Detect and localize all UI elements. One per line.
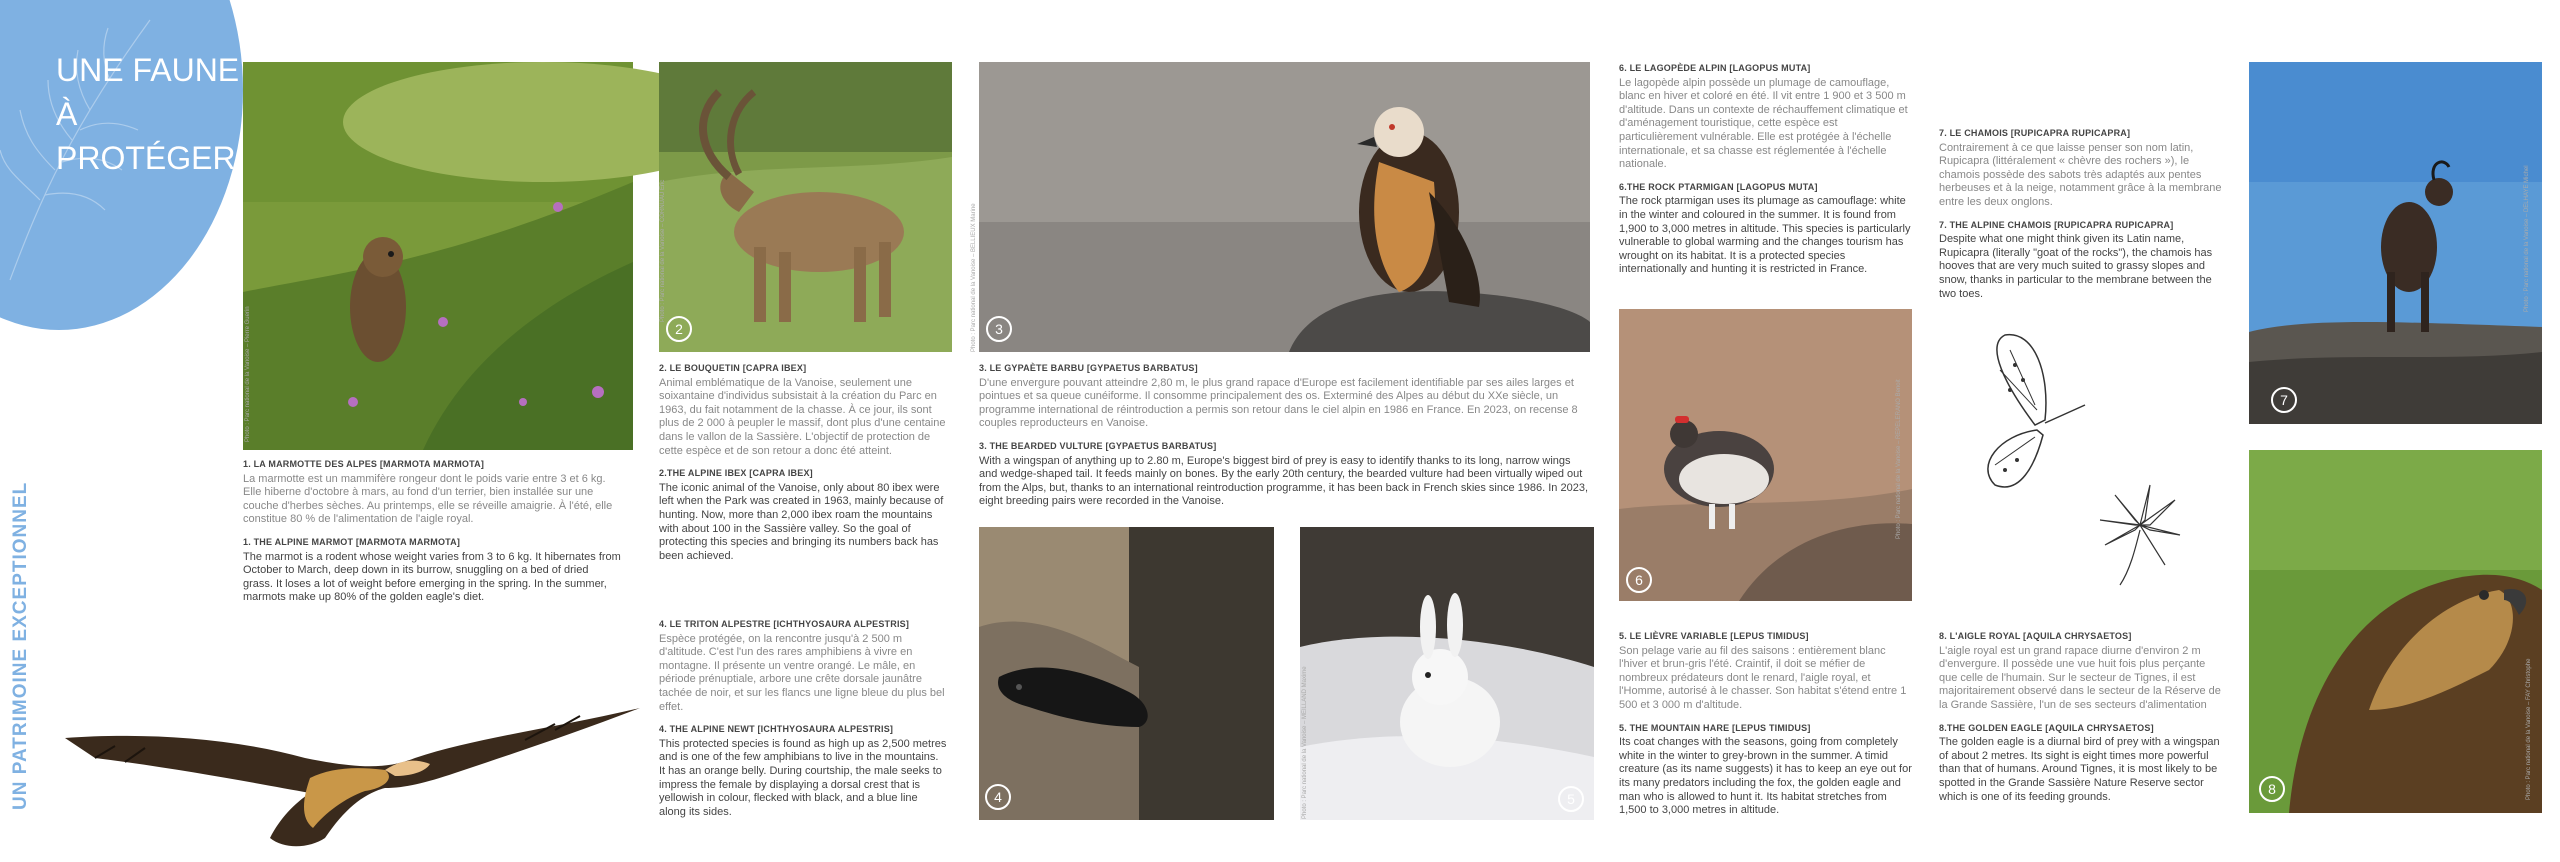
species-title-en: 3. THE BEARDED VULTURE [GYPAETUS BARBATUS] — [979, 440, 1217, 451]
species-text-en: The marmot is a rodent whose weight varies from 3 to 6 kg. It hibernates from October to March, deep down in its burrow, snuggling on a bed of dried grass. It loses a lot of weight before emerging in the spring. In the summer, marmots make up 80% of the golden eagle's diet. — [243, 550, 621, 604]
species-text-fr: Animal emblématique de la Vanoise, seulement une soixantaine d'individus subsistait à la création du Parc en 1963, du fait notamment de la chasse. À ce jour, ils sont plus de 2 000 à peupler le massif, dont plus d'une centaine dans le vallon de la Sassière. L'objectif de protection de cette espèce et de son retour a donc été atteint. — [659, 376, 946, 457]
species-text-en: The rock ptarmigan uses its plumage as camouflage: white in the winter and coloured in the summer. It is found from 1,900 to 3,000 metres in altitude. This species is particularly vulnerable to global warming and the changes tourism has wrought on its habitat. It is a protected species internationally and hunting it is restricted in France. — [1619, 195, 1911, 276]
species-title-fr: 5. LE LIÈVRE VARIABLE [LEPUS TIMIDUS] — [1619, 631, 1809, 641]
species-title-fr: 7. LE CHAMOIS [RUPICAPRA RUPICAPRA] — [1939, 128, 2131, 138]
species-title-en: 6.THE ROCK PTARMIGAN [LAGOPUS MUTA] — [1619, 181, 1818, 192]
photo-number-badge: 7 — [2271, 387, 2297, 413]
photo-number-badge: 6 — [1626, 567, 1652, 593]
species-text-en: Its coat changes with the seasons, going from completely white in the winter to grey-brown in the summer. A timid creature (as its name suggests) it has to keep an eye out for its many predators including the fox, the golden eagle and man who is allowed to hunt it. Its habitat stretches from 1,500 to 3,000 metres in altitude. — [1619, 736, 1912, 817]
species-title-en: 1. THE ALPINE MARMOT [MARMOTA MARMOTA] — [243, 536, 461, 547]
page-title — [56, 48, 239, 180]
species-text-fr: Contrairement à ce que laisse penser son nom latin, Rupicapra (littéralement « chèvre des rochers »), le chamois possède des sabots très adaptés aux pentes herbeuses et à la neige, notamment grâce à la membrane entre les deux onglons. — [1939, 141, 2222, 208]
species-title-en: 8.THE GOLDEN EAGLE [AQUILA CHRYSAETOS] — [1939, 722, 2154, 733]
species-text-eagle — [1939, 630, 2224, 804]
photo-alpine-chamois — [2249, 62, 2542, 424]
photo-number-badge: 5 — [1558, 786, 1584, 812]
species-title-fr: 1. LA MARMOTTE DES ALPES [MARMOTA MARMOTA] — [243, 459, 485, 469]
species-text-fr: La marmotte est un mammifère rongeur dont le poids varie entre 3 et 6 kg. Elle hiberne d'octobre à mars, au fond d'un terrier, bien installée sur une couche d'herbes sèches. Au printemps, elle se réveille amaigrie. À l'été, elle constitue 80 % de l'alimentation de l'aigle royal. — [243, 472, 613, 526]
photo-alpine-newt — [979, 527, 1274, 820]
photo-credit: Photo : Parc national de la Vanoise – CORNUAU Eric — [660, 179, 666, 322]
species-title-en: 4. THE ALPINE NEWT [ICHTHYOSAURA ALPESTRIS] — [659, 724, 894, 735]
photo-credit: Photo : Parc national de la Vanoise – REPELERANO Benoit — [1896, 379, 1902, 539]
title-line-2: À — [56, 96, 78, 132]
species-text-ibex — [659, 362, 947, 563]
butterfly-sketch-icon — [1965, 325, 2115, 505]
species-text-en: The iconic animal of the Vanoise, only about 80 ibex were left when the Park was created in 1963, mainly because of hunting. Now, more than 2,000 ibex roam the mountains with about 100 in the Sassière valley. So the goal of protecting this species and bringing its numbers back has been achieved. — [659, 481, 944, 562]
photo-rock-ptarmigan — [1619, 309, 1912, 601]
photo-number-badge: 8 — [2259, 776, 2285, 802]
species-text-fr: Espèce protégée, on la rencontre jusqu'à 2 500 m d'altitude. C'est l'un des rares amphibiens à vivre en montagne. Il présente un ventre orangé. Le mâle, en période prénuptiale, arbore une crête dorsale jaunâtre tachée de noir, et sur les flancs une ligne bleue du plus bel effet. — [659, 632, 945, 713]
photo-bearded-vulture — [971, 62, 1590, 352]
photo-credit: Photo : Parc national de la Vanoise – MEILLAND Maxime — [1302, 666, 1308, 819]
species-text-fr: Son pelage varie au fil des saisons : entièrement blanc l'hiver et brun-gris l'été. Craintif, il doit se méfier de nombreux prédateurs dont le renard, l'aigle royal, et l'Homme, autorisé à le chasser. Son habitat s'étend entre 1 500 et 3 000 m d'altitude. — [1619, 644, 1907, 711]
species-text-vulture — [979, 362, 1590, 509]
photo-golden-eagle — [2249, 450, 2542, 813]
species-text-hare — [1619, 630, 1912, 818]
species-title-fr: 4. LE TRITON ALPESTRE [ICHTHYOSAURA ALPESTRIS] — [659, 619, 910, 629]
species-title-en: 2.THE ALPINE IBEX [CAPRA IBEX] — [659, 468, 813, 479]
photo-number-badge: 3 — [986, 316, 1012, 342]
species-title-en: 7. THE ALPINE CHAMOIS [RUPICAPRA RUPICAPRA] — [1939, 219, 2174, 230]
photo-credit: Photo : Parc national de la Vanoise – Pierre Guerin — [245, 306, 251, 442]
species-title-fr: 2. LE BOUQUETIN [CAPRA IBEX] — [659, 363, 807, 373]
title-line-3: PROTÉGER — [56, 140, 236, 176]
species-text-fr: L'aigle royal est un grand rapace diurne d'environ 2 m d'envergure. Il possède une vue huit fois plus perçante que celle de l'humain. Sur le secteur de Tignes, il est majoritairement observé dans le secteur de la Réserve de la Grande Sassière, l'un de ses secteurs d'alimentation — [1939, 644, 2221, 711]
species-title-fr: 3. LE GYPAÈTE BARBU [GYPAETUS BARBATUS] — [979, 363, 1198, 373]
species-text-en: Despite what one might think given its Latin name, Rupicapra (literally "goat of the rocks"), the chamois has hooves that are very much suited to grassy slopes and snow, thanks in particular to the membrane between the two toes. — [1939, 233, 2213, 300]
species-text-chamois — [1939, 127, 2224, 301]
photo-credit: Photo : Parc national de la Vanoise – DELHAYE Michel — [2524, 165, 2530, 312]
photo-number-badge: 4 — [985, 784, 1011, 810]
title-line-1: UNE FAUNE — [56, 52, 240, 88]
species-text-newt — [659, 618, 947, 819]
species-text-en: With a wingspan of anything up to 2.80 m, Europe's biggest bird of prey is easy to identify thanks to its long, narrow wings and wedge-shaped tail. It feeds mainly on bones. By the early 20th century, the bearded vulture had been virtually wiped out from the Alps, but, thanks to an international reintroduction programme, it has been back in French skies since 1986. In 2023, eight breeding pairs were recorded in the Vanoise. — [979, 454, 1589, 508]
side-title: UN PATRIMOINE EXCEPTIONNEL — [10, 481, 31, 810]
species-text-fr: Le lagopède alpin possède un plumage de camouflage, blanc en hiver et coloré en été. Il vit entre 1 900 et 3 500 m d'altitude. Dans un contexte de réchauffement climatique et d'aménagement touristique, cette espèce est particulièrement vulnérable. Elle est protégée à l'échelle internationale, et sa chasse est réglementée à l'échelle nationale. — [1619, 76, 1908, 171]
species-title-fr: 6. LE LAGOPÈDE ALPIN [LAGOPUS MUTA] — [1619, 63, 1811, 73]
species-text-fr: D'une envergure pouvant atteindre 2,80 m, le plus grand rapace d'Europe est facilement identifiable par ses ailes larges et pointues et sa queue cunéiforme. Il consomme principalement des os. Exterminé des Alpes au début du XXe siècle, un programme international de réintroduction a permis son retour dans le ciel alpin en 1986 en France. En 2023, on recense 8 couples reproducteurs en Vanoise. — [979, 376, 1578, 430]
photo-ibex — [659, 62, 952, 352]
species-text-en: This protected species is found as high up as 2,500 metres and is one of the few amphibians to live in the mountains. It has an orange belly. During courtship, the male seeks to impress the female by displaying a dorsal crest that is yellowish in colour, flecked with black, and a blue line along its sides. — [659, 737, 947, 818]
flower-sketch-icon — [2095, 475, 2185, 585]
species-text-ptarmigan — [1619, 62, 1912, 277]
photo-credit: Photo : Parc national de la Vanoise – BELLIEUX Marine — [971, 203, 977, 352]
photo-mountain-hare — [1300, 527, 1594, 820]
photo-marmot — [243, 62, 633, 450]
flying-vulture-illustration — [55, 688, 645, 858]
photo-credit: Photo : Parc national de la Vanoise – FAY Christophe — [2526, 658, 2532, 800]
species-text-en: The golden eagle is a diurnal bird of prey with a wingspan of about 2 metres. Its sight is eight times more powerful than that of humans. Around Tignes, it is most likely to be spotted in the Grande Sassière Nature Reserve sector which is one of its feeding grounds. — [1939, 736, 2220, 803]
photo-number-badge: 2 — [666, 316, 692, 342]
species-title-fr: 8. L'AIGLE ROYAL [AQUILA CHRYSAETOS] — [1939, 631, 2132, 641]
species-text-marmot — [243, 458, 621, 605]
species-title-en: 5. THE MOUNTAIN HARE [LEPUS TIMIDUS] — [1619, 722, 1811, 733]
